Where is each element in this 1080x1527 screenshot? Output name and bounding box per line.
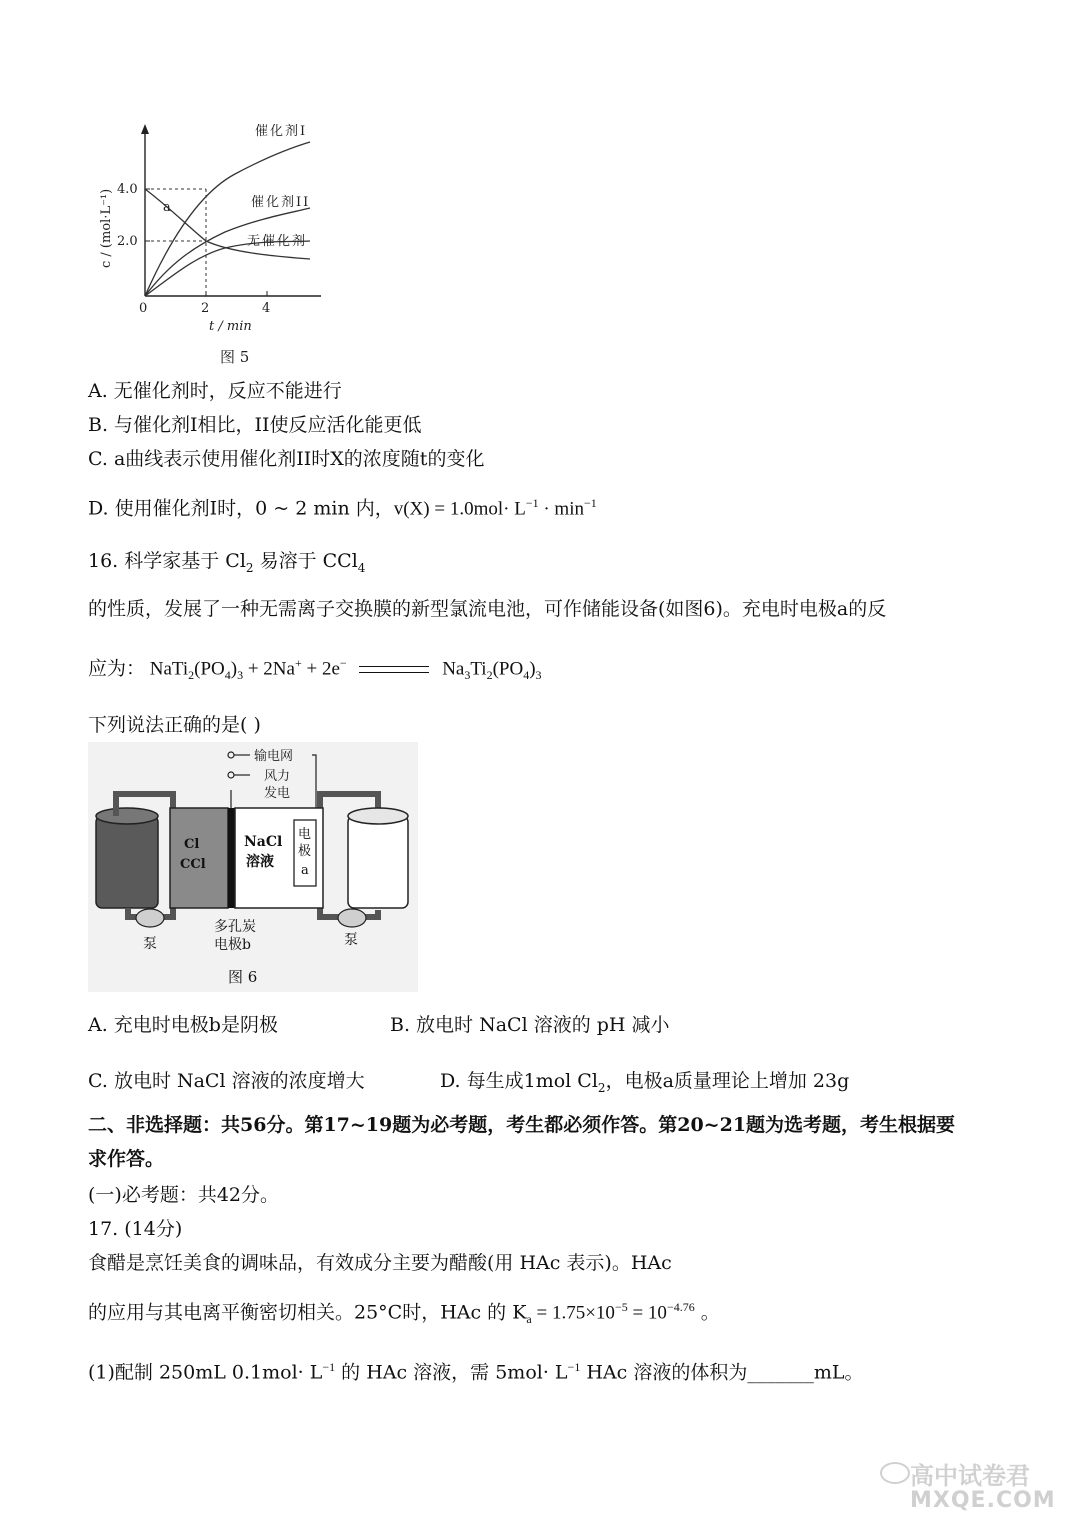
eq-sub: 2 xyxy=(188,668,195,683)
right-tank-top xyxy=(348,808,408,824)
q17-l2-eq: = 1.75×10 xyxy=(531,1302,615,1324)
porous-label-2: 电极b xyxy=(214,937,251,953)
eq-sup: − xyxy=(339,656,347,670)
y-axis-arrow xyxy=(141,124,149,134)
q17-part1 xyxy=(88,1354,863,1385)
q17-line2 xyxy=(88,1294,720,1332)
q17-1-post: HAc 溶液的体积为_______mL。 xyxy=(580,1361,864,1384)
figure-6-caption: 图 6 xyxy=(228,968,258,986)
q16-d-sub: 2 xyxy=(597,1080,606,1095)
q16-d-pre: D. 每生成1mol Cl xyxy=(440,1070,598,1092)
q15-d-mid: · min xyxy=(538,498,584,520)
q16-ask: 下列说法正确的是( ) xyxy=(88,714,261,736)
q15-d-text: D. 使用催化剂I时，0 ~ 2 min 内， xyxy=(88,497,394,520)
left-tank xyxy=(96,816,158,908)
curve-none-label: 无催化剂 xyxy=(247,234,308,249)
q15-d-sup2: −1 xyxy=(584,496,597,510)
q16-option-d xyxy=(440,1068,849,1101)
curve-cat2-label: 催化剂II xyxy=(251,195,311,210)
q15-d-sup1: −1 xyxy=(525,496,539,510)
ccl4-label: CCl xyxy=(180,857,206,872)
eq-c: ) xyxy=(230,658,238,680)
eq-sub: 2 xyxy=(486,668,493,683)
q16-option-a: A. 充电时电极b是阴极 xyxy=(88,1014,278,1036)
q15-option-a: A. 无催化剂时，反应不能进行 xyxy=(88,380,342,402)
equation-double-line xyxy=(359,666,429,673)
grid-label: 输电网 xyxy=(254,749,294,764)
eq-sub: 4 xyxy=(224,668,231,683)
q15-option-b: B. 与催化剂I相比，II使反应活化能更低 xyxy=(88,414,422,436)
section2-subtitle: (一)必考题：共42分。 xyxy=(88,1184,280,1206)
electrode-a-label-2: 极 xyxy=(298,844,312,859)
q17-1-pre: (1)配制 250mL 0.1mol· L xyxy=(88,1361,323,1384)
q17-l2-end: 。 xyxy=(694,1301,720,1324)
watermark-icon xyxy=(880,1462,910,1484)
q16-l1-sub2: 2 xyxy=(245,560,254,575)
q17-l2-eq2: = 10 xyxy=(627,1302,667,1324)
q16-line1 xyxy=(88,548,365,581)
q15-option-d xyxy=(88,490,597,522)
eq-sub: 3 xyxy=(237,668,244,683)
x-axis-label: t / min xyxy=(209,319,252,334)
eq-sub: 3 xyxy=(535,668,542,683)
section2-title-2: 求作答。 xyxy=(88,1148,165,1170)
section2-title-1: 二、非选择题：共56分。第17~19题为必考题，考生都必须作答。第20~21题为选考题，考生根据要 xyxy=(88,1114,956,1136)
q16-option-c: C. 放电时 NaCl 溶液的浓度增大 xyxy=(88,1070,365,1092)
eq-g: Ti xyxy=(470,658,487,680)
curve-cat1-label: 催化剂I xyxy=(255,124,308,139)
q17-1-mid: 的 HAc 溶液，需 5mol· L xyxy=(335,1361,568,1384)
q16-equation xyxy=(88,650,542,688)
q16-l1-pre: 16. 科学家基于 Cl xyxy=(88,550,246,572)
q16-l1-sub4: 4 xyxy=(357,560,366,575)
ytick-2-label: 2.0 xyxy=(117,234,138,249)
eq-b: (PO xyxy=(194,658,225,680)
watermark xyxy=(880,1448,1070,1520)
wind-label-1: 风力 xyxy=(264,769,291,784)
electrode-a-label-3: a xyxy=(301,863,309,878)
q17-l2-pre: 的应用与其电离平衡密切相关。25°C时，HAc 的 K xyxy=(88,1301,527,1324)
watermark-line1: 高中试卷君 xyxy=(910,1462,1030,1490)
nacl-label-1: NaCl xyxy=(244,834,283,850)
cl2-label: Cl xyxy=(184,837,200,852)
eq-e: + 2e xyxy=(301,658,340,680)
eq-sub: 3 xyxy=(464,668,471,683)
q16-d-post: ，电极a质量理论上增加 23g xyxy=(605,1070,850,1092)
right-tank xyxy=(348,816,408,908)
q16-line2: 的性质，发展了一种无需离子交换膜的新型氯流电池，可作储能设备(如图6)。充电时电极a的反 xyxy=(88,598,887,620)
nacl-label-2: 溶液 xyxy=(246,854,274,870)
eq-sup: + xyxy=(294,656,302,670)
q17-l2-exp2: −4.76 xyxy=(666,1300,695,1314)
xtick-0-label: 0 xyxy=(139,301,148,316)
left-tank-top xyxy=(96,808,158,824)
q17-1-sup: −1 xyxy=(322,1360,336,1374)
q17-header: 17. (14分) xyxy=(88,1218,183,1240)
watermark-line2: MXQE.COM xyxy=(910,1488,1056,1513)
electrode-b xyxy=(228,808,235,908)
xtick-4-label: 4 xyxy=(262,301,271,316)
eq-d: + 2Na xyxy=(243,658,295,680)
figure-6-diagram xyxy=(88,742,418,992)
curve-catalyst-1 xyxy=(145,142,310,296)
q16-eq-pre: 应为： xyxy=(88,658,146,680)
right-pump xyxy=(338,909,366,927)
eq-h: (PO xyxy=(492,658,524,680)
curve-catalyst-2 xyxy=(145,208,310,296)
porous-label-1: 多孔炭 xyxy=(214,919,256,935)
q17-l2-exp1: −5 xyxy=(614,1300,628,1314)
wind-label-2: 发电 xyxy=(264,786,291,801)
q17-line1: 食醋是烹饪美食的调味品，有效成分主要为醋酸(用 HAc 表示)。HAc xyxy=(88,1252,672,1274)
figure-5-caption: 图 5 xyxy=(220,348,250,366)
q15-d-rate: v(X) = 1.0mol· L xyxy=(393,498,526,520)
xtick-2-label: 2 xyxy=(201,301,210,316)
curve-a-label: a xyxy=(163,200,171,215)
figure-5-chart xyxy=(95,118,335,368)
right-pump-label: 泵 xyxy=(344,932,358,948)
eq-i: ) xyxy=(529,658,536,680)
left-pump-label: 泵 xyxy=(143,936,157,952)
q17-ka-sub: a xyxy=(526,1312,532,1327)
q16-option-b: B. 放电时 NaCl 溶液的 pH 减小 xyxy=(390,1014,670,1036)
left-pump xyxy=(136,909,164,927)
electrode-a-label-1: 电 xyxy=(298,827,312,842)
q15-option-c: C. a曲线表示使用催化剂II时X的浓度随t的变化 xyxy=(88,448,485,470)
eq-sub: 4 xyxy=(523,668,530,683)
q17-1-sup2: −1 xyxy=(567,1360,581,1374)
q16-l1-mid: 易溶于 CCl xyxy=(253,550,358,572)
eq-f: Na xyxy=(442,658,465,680)
ytick-4-label: 4.0 xyxy=(117,182,138,197)
y-axis-label: c / (mol·L⁻¹) xyxy=(99,188,114,268)
eq-a: NaTi xyxy=(149,658,189,680)
